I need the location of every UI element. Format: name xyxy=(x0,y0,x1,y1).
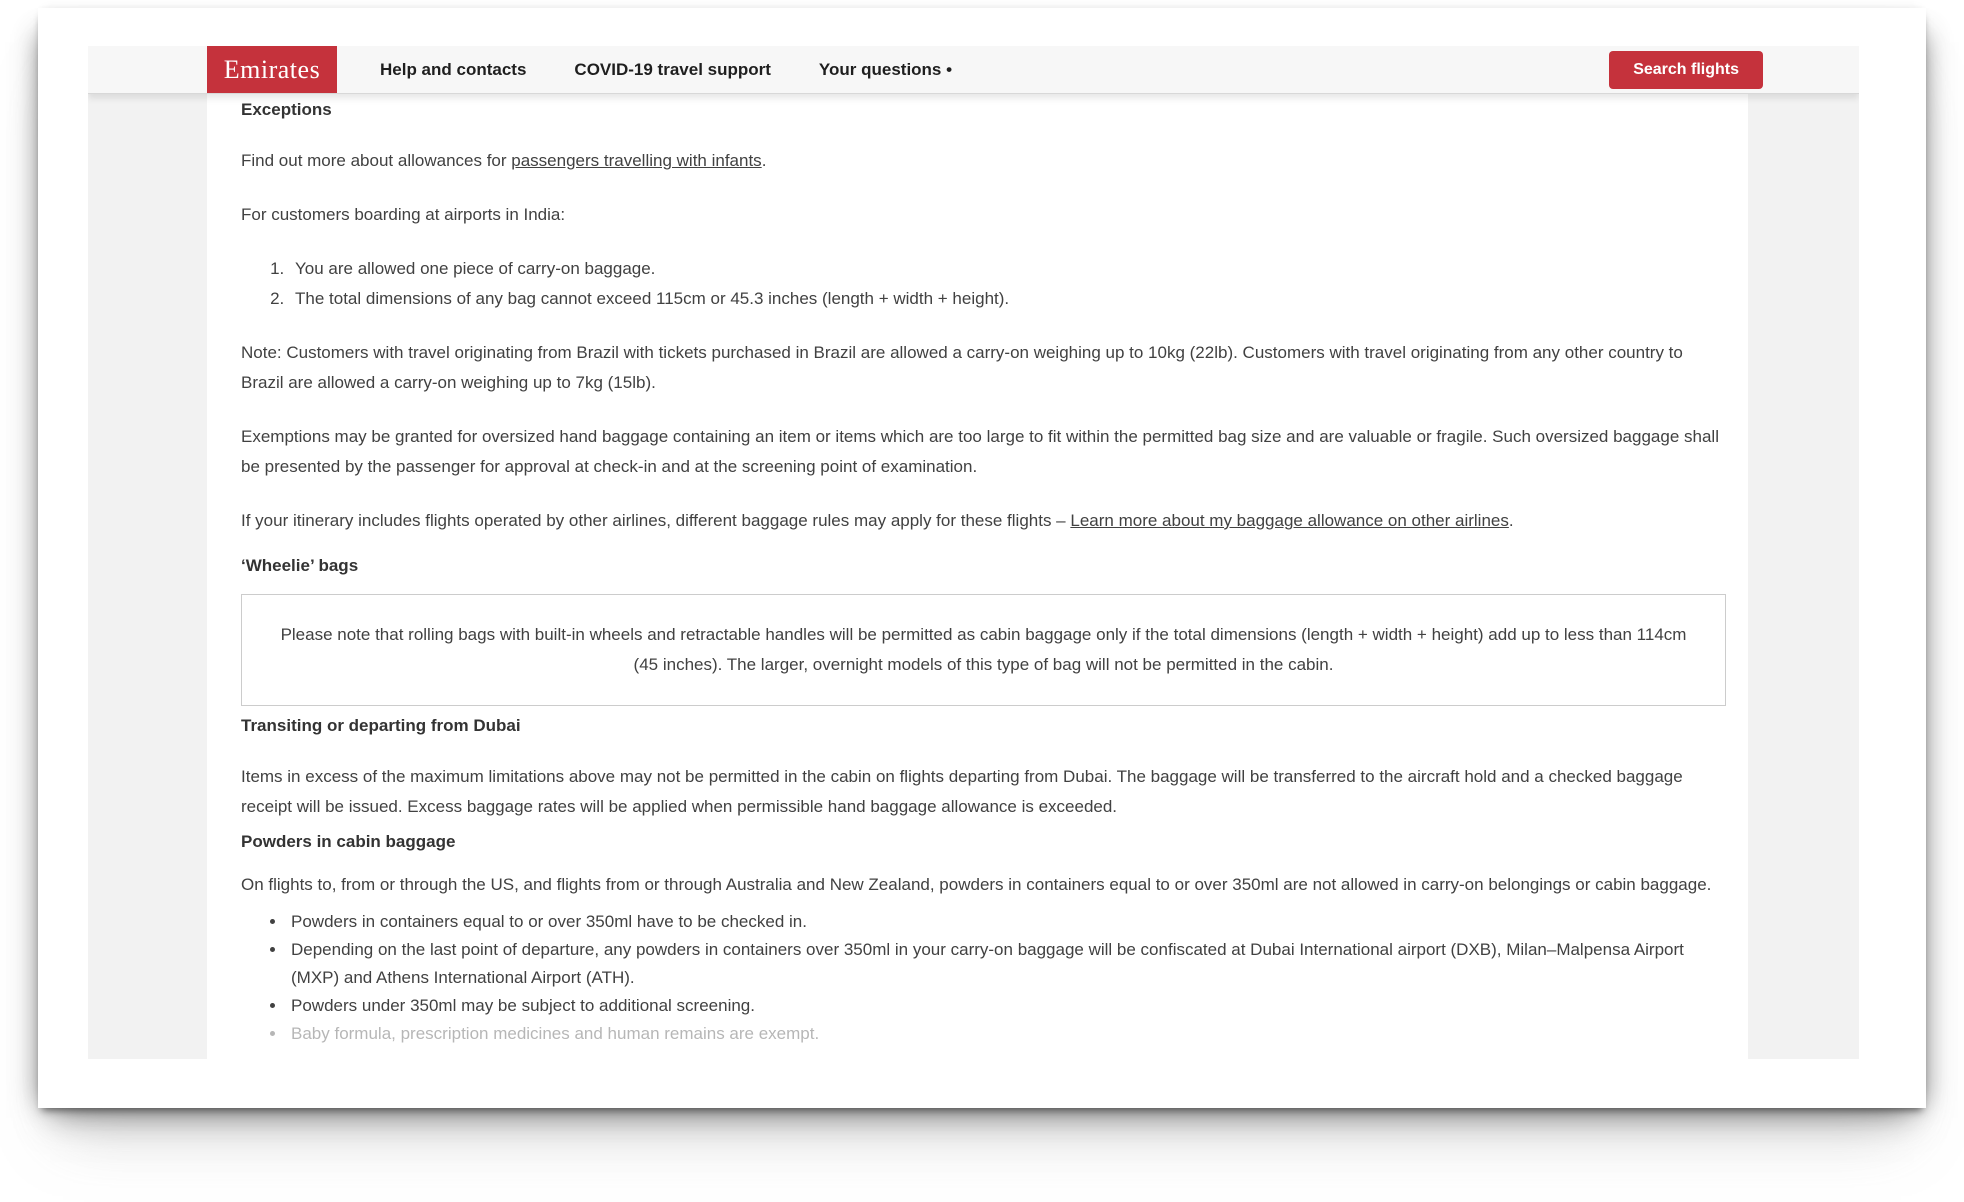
para-powders: On flights to, from or through the US, and flights from or through Australia and New Zealand, powders in containers equal to or over 350ml are not allowed in carry-on belongings or cabin baggage. xyxy=(241,875,1712,894)
para-note-brazil: Note: Customers with travel originating from Brazil with tickets purchased in Brazil are allowed a carry-on weighing up to 10kg (22lb). Customers with travel originating from any other country to Brazil are allowed a carry-on weighing up to 7kg (15lb). xyxy=(241,343,1683,392)
para-other-airlines-prefix: If your itinerary includes flights operated by other airlines, different baggage rules may apply for these flights – xyxy=(241,511,1071,530)
emirates-page xyxy=(88,46,1859,1059)
heading-transiting-dubai: Transiting or departing from Dubai xyxy=(241,716,521,735)
nav-links xyxy=(380,46,952,93)
para-other-airlines xyxy=(241,506,1726,536)
powder-rule-item: • Powders in containers equal to or over 350ml have to be checked in. xyxy=(287,908,1726,936)
para-infants-prefix: Find out more about allowances for xyxy=(241,151,512,170)
nav-item-your-questions[interactable]: Your questions • xyxy=(818,59,953,79)
content-container xyxy=(207,94,1748,1059)
heading-powders: Powders in cabin baggage xyxy=(241,832,456,851)
para-transiting-dubai: Items in excess of the maximum limitations above may not be permitted in the cabin on flights departing from Dubai. The baggage will be transferred to the aircraft hold and a checked baggage receipt will be issued. Excess baggage rates will be applied when permissible hand baggage allowance is exceeded. xyxy=(241,767,1683,816)
para-infants-suffix: . xyxy=(761,151,767,170)
india-rule-item: 1. You are allowed one piece of carry-on baggage. xyxy=(289,254,1726,284)
india-rules-list xyxy=(241,254,1726,314)
infants-allowance-link[interactable]: passengers travelling with infants xyxy=(511,151,762,170)
nav-item-covid-travel-support[interactable]: COVID-19 travel support xyxy=(574,59,771,79)
browser-card xyxy=(38,8,1926,1108)
para-infants xyxy=(241,146,1726,176)
other-airlines-allowance-link[interactable]: Learn more about my baggage allowance on other airlines xyxy=(1070,511,1509,530)
search-flights-button[interactable]: Search flights xyxy=(1609,51,1763,89)
heading-wheelie-bags: ‘Wheelie’ bags xyxy=(241,556,359,575)
wheelie-bags-note-text: Please note that rolling bags with built-in wheels and retractable handles will be permitted as cabin baggage only if the total dimensions (length + width + height) add up to less than 114cm (45 inches). The larger, overnight models of this type of bag will not be permitted in the cabin. xyxy=(280,625,1687,674)
heading-exceptions: Exceptions xyxy=(241,100,332,119)
emirates-logo[interactable]: Emirates xyxy=(207,46,337,93)
powder-rule-item: • Depending on the last point of departure, any powders in containers over 350ml in your carry-on baggage will be confiscated at Dubai International airport (DXB), Milan–Malpensa Airport (MXP) and Athens International Airport (ATH). xyxy=(287,936,1726,992)
wheelie-bags-note-box xyxy=(241,594,1726,706)
para-india-intro: For customers boarding at airports in India: xyxy=(241,205,566,224)
powder-rule-item-cutoff: • Baby formula, prescription medicines and human remains are exempt. xyxy=(287,1020,1726,1048)
powder-rule-item: • Powders under 350ml may be subject to additional screening. xyxy=(287,992,1726,1020)
nav-item-help-and-contacts[interactable]: Help and contacts xyxy=(380,59,527,79)
powder-rules-list xyxy=(241,908,1726,1048)
india-rule-item: 2. The total dimensions of any bag cannot exceed 115cm or 45.3 inches (length + width + height). xyxy=(289,284,1726,314)
para-other-airlines-suffix: . xyxy=(1508,511,1514,530)
top-navbar xyxy=(88,46,1859,94)
para-exemptions: Exemptions may be granted for oversized hand baggage containing an item or items which are too large to fit within the permitted bag size and are valuable or fragile. Such oversized baggage shall be presented by the passenger for approval at check-in and at the screening point of examination. xyxy=(241,427,1719,476)
